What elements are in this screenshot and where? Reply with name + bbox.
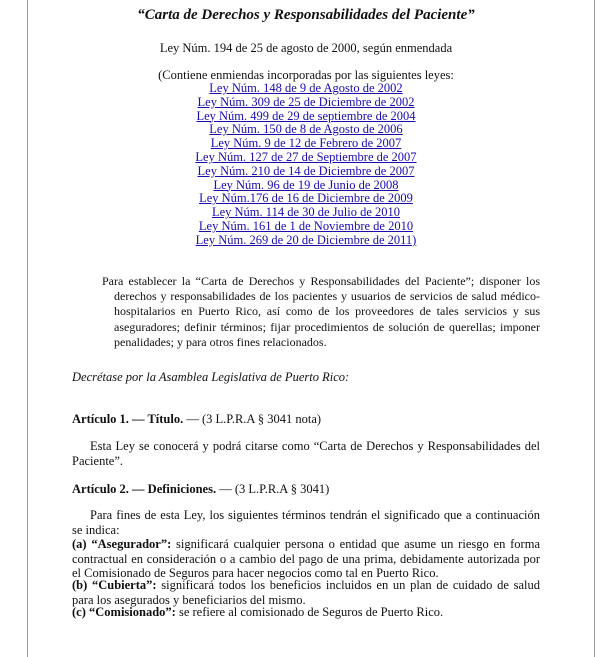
amendment-item	[72, 220, 540, 234]
amendment-item	[72, 234, 540, 248]
document-subtitle: Ley Núm. 194 de 25 de agosto de 2000, según enmendada	[159, 41, 453, 55]
purpose-text: Para establecer la “Carta de Derechos y Responsabilidades del Paciente”; disponer los derechos y responsabilidades de los pacientes y usuarios de servicios de salud médico-hospitalarios en Puerto Rico, así como de los proveedores de tales servicios y sus aseguradores; definir términos; fijar procedimientos de solución de querellas; imponer penalidades; y para otros fines relacionados.	[102, 274, 540, 349]
amendments-heading: (Contiene enmiendas incorporadas por las siguientes leyes:	[158, 68, 454, 82]
article-2-heading	[72, 482, 329, 497]
definition-text: significará cualquier persona o entidad que asume un riesgo en forma contractual en consideración o a cambio del pago de una prima, debidamente autorizada por el Comisionado de Seguros para hacer negocios como tal en Puerto Rico.	[72, 537, 540, 581]
article-2-title: Artículo 2. — Definiciones.	[72, 482, 217, 496]
article-1-title: Artículo 1. — Título.	[72, 412, 184, 426]
enacting-clause: Decrétase por la Asamblea Legislativa de Puerto Rico:	[72, 370, 350, 384]
article-1-text: Esta Ley se conocerá y podrá citarse como “Carta de Derechos y Responsabilidades del Paciente”.	[72, 439, 540, 468]
article-2-citation: — (3 L.P.R.A § 3041)	[216, 482, 330, 496]
page-border-left	[27, 0, 28, 657]
definition-term: (a) “Asegurador”:	[72, 537, 172, 551]
definition-item	[72, 537, 540, 581]
amendment-link[interactable]: Ley Núm. 150 de 8 de Agosto de 2006	[209, 122, 403, 137]
amendment-link[interactable]: Ley Núm. 269 de 20 de Diciembre de 2011)	[195, 232, 417, 247]
amendment-link[interactable]: Ley Núm. 499 de 29 de septiembre de 2004	[196, 108, 416, 123]
amendment-item	[72, 151, 540, 165]
amendment-item	[72, 192, 540, 206]
purpose-paragraph	[102, 274, 540, 350]
amendment-link[interactable]: Ley Núm. 309 de 25 de Diciembre de 2002	[197, 94, 415, 109]
article-1-citation: — (3 L.P.R.A § 3041 nota)	[183, 412, 322, 426]
amendment-link[interactable]: Ley Núm. 127 de 27 de Septiembre de 2007	[195, 149, 417, 164]
amendment-item	[72, 206, 540, 220]
amendment-item	[72, 110, 540, 124]
document-title: “Carta de Derechos y Responsabilidades del Paciente”	[137, 7, 475, 23]
amendment-item	[72, 165, 540, 179]
definition-item	[72, 605, 540, 620]
amendment-item	[72, 137, 540, 151]
amendment-link[interactable]: Ley Núm. 9 de 12 de Febrero de 2007	[210, 136, 402, 151]
article-2-intro: Para fines de esta Ley, los siguientes términos tendrán el significado que a continuación se indica:	[72, 508, 540, 537]
amendment-link[interactable]: Ley Núm. 161 de 1 de Noviembre de 2010	[198, 218, 414, 233]
amendments-list	[72, 82, 540, 248]
amendment-item	[72, 179, 540, 193]
amendment-item	[72, 82, 540, 96]
page-border-right	[594, 0, 595, 657]
amendment-link[interactable]: Ley Núm. 114 de 30 de Julio de 2010	[211, 205, 401, 220]
amendment-link[interactable]: Ley Núm. 210 de 14 de Diciembre de 2007	[197, 163, 415, 178]
definition-text: significará todos los beneficios incluidos en un plan de cuidado de salud para los asegurados y beneficiarios del mismo.	[72, 578, 540, 607]
definition-text: se refiere al comisionado de Seguros de Puerto Rico.	[175, 605, 444, 619]
amendment-item	[72, 96, 540, 110]
amendment-item	[72, 123, 540, 137]
definition-term: (c) “Comisionado”:	[72, 605, 176, 619]
amendment-link[interactable]: Ley Núm.176 de 16 de Diciembre de 2009	[199, 191, 413, 206]
definition-term: (b) “Cubierta”:	[72, 578, 157, 592]
definition-item	[72, 578, 540, 607]
amendment-link[interactable]: Ley Núm. 96 de 19 de Junio de 2008	[213, 177, 399, 192]
article-1-heading	[72, 412, 321, 427]
amendment-link[interactable]: Ley Núm. 148 de 9 de Agosto de 2002	[209, 81, 403, 95]
